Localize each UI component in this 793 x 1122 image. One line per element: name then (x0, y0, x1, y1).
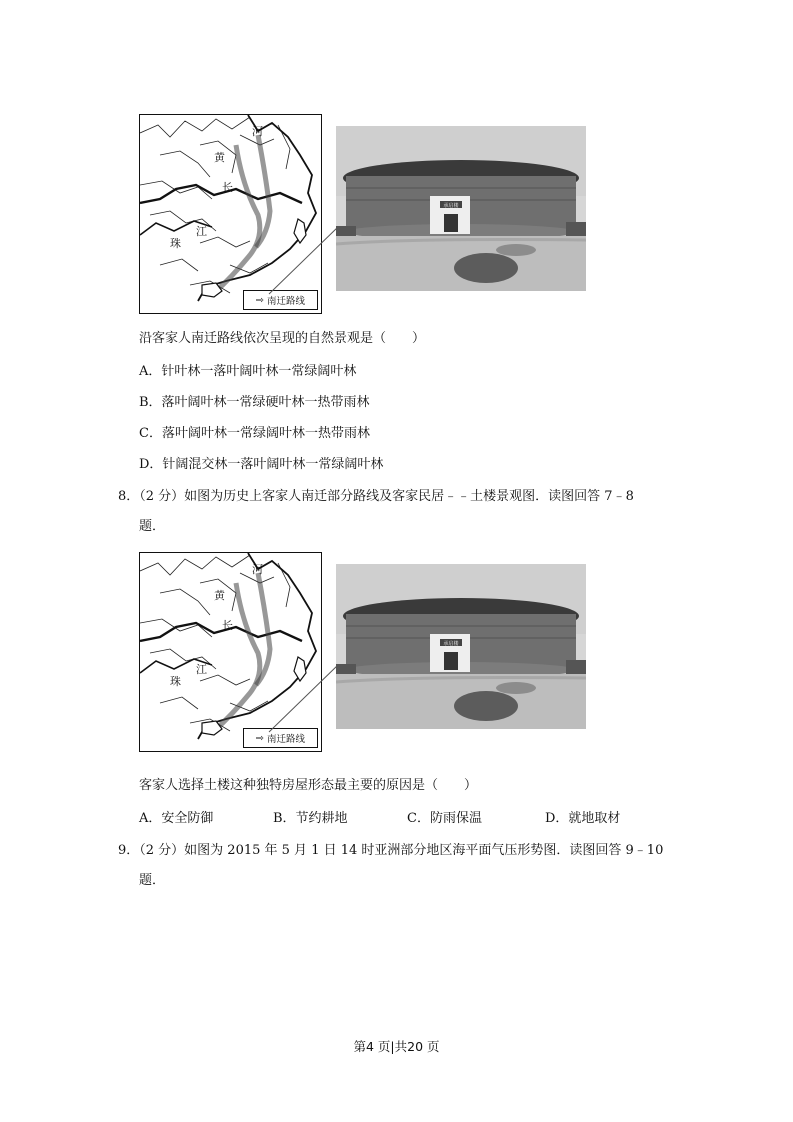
q7-option-d[interactable]: D．针阔混交林一落叶阔叶林一常绿阔叶林 (139, 457, 384, 472)
map-label-chang: 长 (222, 181, 233, 194)
q8-option-d[interactable]: D．就地取材 (545, 811, 621, 826)
legend-label: 南迁路线 (266, 296, 305, 307)
q8-options-row (139, 809, 659, 829)
legend-label: 南迁路线 (266, 734, 305, 745)
arrow-right-icon: ⇨ (256, 732, 264, 744)
arrow-right-icon: ⇨ (256, 294, 264, 306)
map-label-huang: 黄 (214, 151, 225, 164)
tulou-photo-svg (336, 126, 586, 291)
q7-option-b[interactable]: B．落叶阔叶林一常绿硬叶林一热带雨林 (139, 395, 370, 410)
pointer-line (267, 552, 342, 750)
map-label-chang: 长 (222, 619, 233, 632)
q8-stem: 客家人选择土楼这种独特房屋形态最主要的原因是（ ） (139, 778, 478, 793)
page-footer: 第4 页|共20 页 (353, 1039, 440, 1054)
map-label-huang: 黄 (214, 589, 225, 602)
tulou-photo (336, 126, 586, 291)
q8-option-a[interactable]: A．安全防御 (139, 811, 214, 826)
map-label-jiang: 江 (196, 225, 207, 238)
q9-intro-line2: 题． (139, 873, 166, 888)
q8-intro-line2: 题． (139, 519, 166, 534)
building-plaque: 承启楼 (443, 641, 459, 647)
map-label-zhu: 珠 (170, 675, 181, 688)
map-label-he: 河 (252, 563, 263, 576)
q8-option-b[interactable]: B．节约耕地 (273, 811, 348, 826)
q8-option-c[interactable]: C．防雨保温 (407, 811, 482, 826)
q7-stem: 沿客家人南迁路线依次呈现的自然景观是（ ） (139, 331, 426, 346)
q7-option-a[interactable]: A．针叶林一落叶阔叶林一常绿阔叶林 (139, 364, 357, 379)
building-plaque: 承启楼 (443, 203, 459, 209)
q7-option-c[interactable]: C．落叶阔叶林一常绿阔叶林一热带雨林 (139, 426, 370, 441)
pointer-line (267, 114, 342, 312)
figure-hakka-migration-1 (139, 114, 589, 314)
tulou-photo-svg (336, 564, 586, 729)
map-label-jiang: 江 (196, 663, 207, 676)
figure-hakka-migration-2 (139, 552, 589, 752)
q8-intro-line1: 8．（2 分）如图为历史上客家人南迁部分路线及客家民居﹣﹣土楼景观图．读图回答 7﹣8 (118, 489, 634, 504)
map-label-zhu: 珠 (170, 237, 181, 250)
q9-intro-line1: 9．（2 分）如图为 2015 年 5 月 1 日 14 时亚洲部分地区海平面气压形势图．读图回答 9﹣10 (118, 843, 664, 858)
tulou-photo (336, 564, 586, 729)
map-label-he: 河 (252, 125, 263, 138)
